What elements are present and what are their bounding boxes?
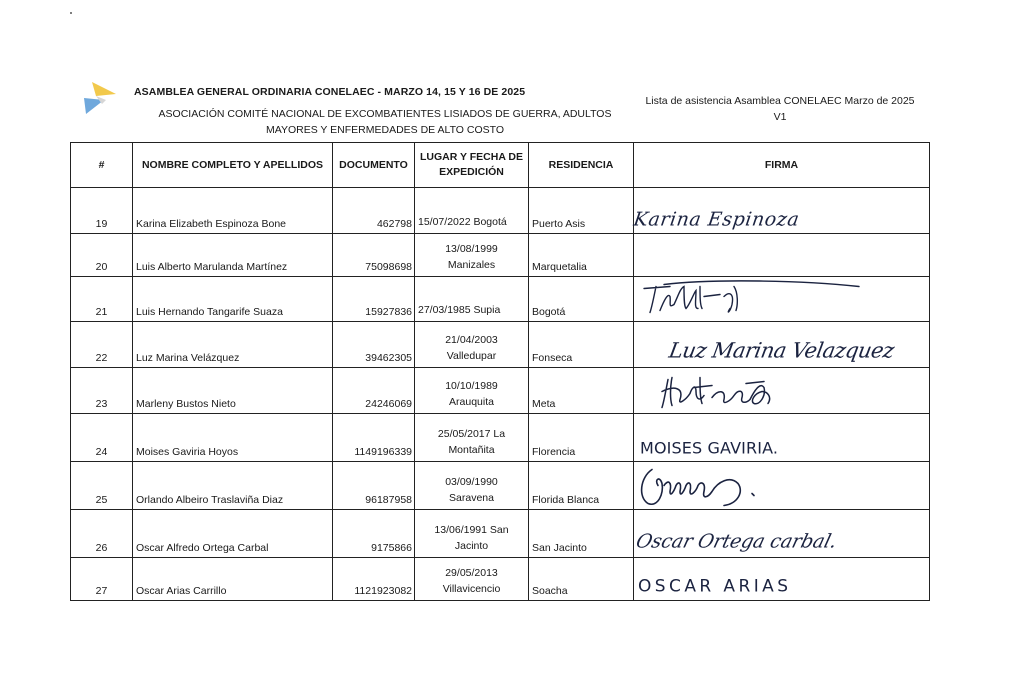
- row-signature: [634, 462, 930, 510]
- row-document: 39462305: [333, 322, 415, 368]
- row-signature: [634, 510, 930, 558]
- handwritten-signature: [634, 414, 929, 461]
- row-document: 24246069: [333, 368, 415, 414]
- row-document: 9175866: [333, 510, 415, 558]
- row-residence: Marquetalia: [529, 234, 634, 277]
- row-place-date: 25/05/2017 La Montañita: [415, 414, 529, 462]
- row-residence: Soacha: [529, 558, 634, 601]
- handwritten-signature: [634, 188, 929, 233]
- row-number: 22: [71, 322, 133, 368]
- table-row: [71, 277, 930, 322]
- row-signature: [634, 414, 930, 462]
- row-residence: Fonseca: [529, 322, 634, 368]
- row-residence: Florencia: [529, 414, 634, 462]
- row-place-date: 13/08/1999 Manizales: [415, 234, 529, 277]
- row-signature: [634, 277, 930, 322]
- speck: [70, 12, 72, 14]
- document-title: ASAMBLEA GENERAL ORDINARIA CONELAEC - MARZO 14, 15 Y 16 DE 2025: [134, 86, 526, 98]
- row-number: 26: [71, 510, 133, 558]
- handwritten-signature: [634, 462, 929, 509]
- row-document: 96187958: [333, 462, 415, 510]
- row-name: Luis Alberto Marulanda Martínez: [133, 234, 333, 277]
- handwritten-signature: [634, 277, 929, 321]
- row-place-date: 03/09/1990 Saravena: [415, 462, 529, 510]
- row-number: 20: [71, 234, 133, 277]
- row-number: 27: [71, 558, 133, 601]
- row-number: 25: [71, 462, 133, 510]
- row-place-date: 13/06/1991 San Jacinto: [415, 510, 529, 558]
- row-name: Luis Hernando Tangarife Suaza: [133, 277, 333, 322]
- row-signature: [634, 322, 930, 368]
- row-name: Oscar Arias Carrillo: [133, 558, 333, 601]
- table-row: [71, 188, 930, 234]
- row-place-date: 21/04/2003 Valledupar: [415, 322, 529, 368]
- handwritten-signature: [634, 322, 929, 367]
- row-residence: Bogotá: [529, 277, 634, 322]
- row-residence: Puerto Asis: [529, 188, 634, 234]
- row-document: 75098698: [333, 234, 415, 277]
- row-document: 1121923082: [333, 558, 415, 601]
- svg-text:OSCAR ARIAS: OSCAR ARIAS: [638, 576, 788, 597]
- association-name: ASOCIACIÓN COMITÉ NACIONAL DE EXCOMBATIENTES LISIADOS DE GUERRA, ADULTOS MAYORES Y ENFERMEDADES DE ALTO COSTO: [158, 108, 612, 136]
- row-name: Karina Elizabeth Espinoza Bone: [133, 188, 333, 234]
- row-signature: [634, 558, 930, 601]
- col-header-place-date: LUGAR Y FECHA DE EXPEDICIÓN: [415, 143, 529, 188]
- row-place-date: 15/07/2022 Bogotá: [415, 188, 529, 234]
- row-number: 24: [71, 414, 133, 462]
- table-header-row: [71, 143, 930, 188]
- attendance-table: [70, 142, 930, 601]
- table-row: [71, 414, 930, 462]
- row-residence: San Jacinto: [529, 510, 634, 558]
- row-place-date: 29/05/2013 Villavicencio: [415, 558, 529, 601]
- row-name: Orlando Albeiro Traslaviña Diaz: [133, 462, 333, 510]
- table-row: [71, 322, 930, 368]
- col-header-residence: RESIDENCIA: [529, 143, 634, 188]
- row-document: 15927836: [333, 277, 415, 322]
- table-row: [71, 368, 930, 414]
- row-signature: [634, 368, 930, 414]
- row-signature: [634, 188, 930, 234]
- table-row: [71, 234, 930, 277]
- row-residence: Meta: [529, 368, 634, 414]
- row-number: 23: [71, 368, 133, 414]
- svg-text:MOISES GAVIRIA.: MOISES GAVIRIA.: [640, 438, 778, 458]
- row-number: 19: [71, 188, 133, 234]
- table-row: [71, 510, 930, 558]
- svg-text:Oscar Ortega carbal.: Oscar Ortega carbal.: [633, 529, 840, 553]
- svg-text:Karina Espinoza: Karina Espinoza: [632, 207, 801, 231]
- row-document: 1149196339: [333, 414, 415, 462]
- col-header-signature: FIRMA: [634, 143, 930, 188]
- svg-text:Luz Marina Velazquez: Luz Marina Velazquez: [667, 337, 897, 363]
- row-place-date: 27/03/1985 Supia: [415, 277, 529, 322]
- row-name: Moises Gaviria Hoyos: [133, 414, 333, 462]
- row-residence: Florida Blanca: [529, 462, 634, 510]
- row-place-date: 10/10/1989 Arauquita: [415, 368, 529, 414]
- row-document: 462798: [333, 188, 415, 234]
- row-signature-empty: [634, 234, 930, 277]
- col-header-name: NOMBRE COMPLETO Y APELLIDOS: [133, 143, 333, 188]
- list-version-header: Lista de asistencia Asamblea CONELAEC Marzo de 2025 V1: [645, 95, 915, 123]
- row-name: Marleny Bustos Nieto: [133, 368, 333, 414]
- handwritten-signature: [634, 558, 929, 600]
- row-number: 21: [71, 277, 133, 322]
- col-header-document: DOCUMENTO: [333, 143, 415, 188]
- col-header-number: #: [71, 143, 133, 188]
- table-row: [71, 462, 930, 510]
- table-row: [71, 558, 930, 601]
- row-name: Oscar Alfredo Ortega Carbal: [133, 510, 333, 558]
- handwritten-signature: [634, 368, 929, 413]
- row-name: Luz Marina Velázquez: [133, 322, 333, 368]
- organization-logo: [82, 80, 118, 120]
- handwritten-signature: [634, 510, 929, 557]
